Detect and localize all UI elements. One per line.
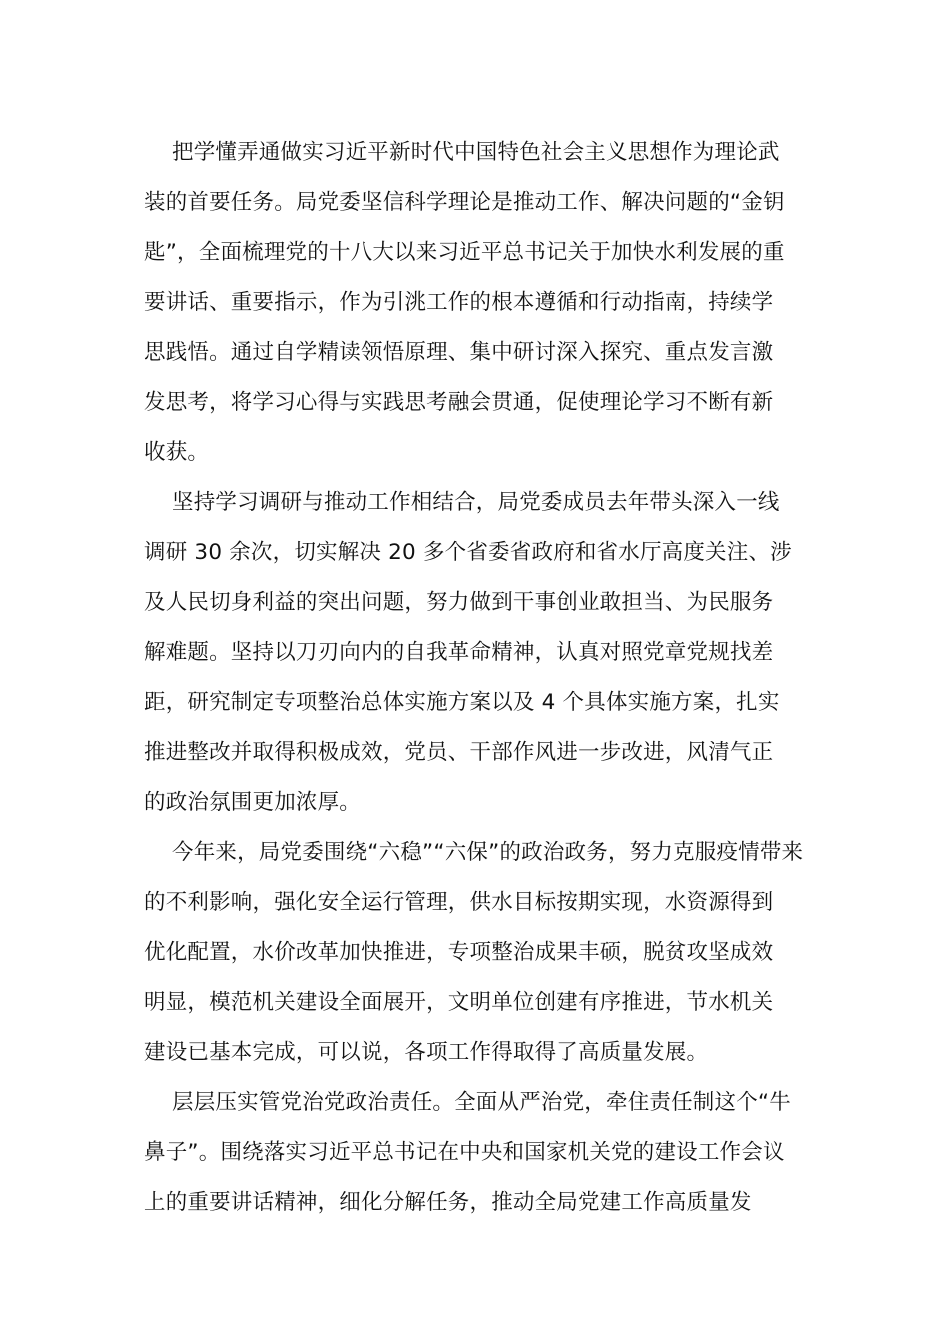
document-body — [144, 128, 808, 1228]
text-line: 推进整改并取得积极成效，党员、干部作风进一步改进，风清气正 — [144, 740, 774, 765]
text-line: 明显，模范机关建设全面展开，文明单位创建有序推进，节水机关 — [144, 990, 774, 1015]
text-line: 要讲话、重要指示，作为引洮工作的根本遵循和行动指南，持续学 — [144, 290, 774, 315]
text-line: 建设已基本完成，可以说，各项工作得取得了高质量发展。 — [144, 1040, 709, 1065]
text-line: 坚持学习调研与推动工作相结合，局党委成员去年带头深入一线 — [172, 490, 780, 515]
paragraph-1 — [144, 128, 808, 478]
text-line: 今年来，局党委围绕“六稳”“六保”的政治政务，努力克服疫情带来 — [172, 840, 804, 865]
text-line: 发思考，将学习心得与实践思考融会贯通，促使理论学习不断有新 — [144, 390, 774, 415]
text-line: 收获。 — [144, 440, 210, 465]
text-line: 及人民切身利益的突出问题，努力做到干事创业敢担当、为民服务 — [144, 590, 774, 615]
paragraph-4 — [144, 1078, 808, 1228]
text-line: 层层压实管党治党政治责任。全面从严治党，牵住责任制这个“牛 — [172, 1090, 791, 1115]
paragraph-3 — [144, 828, 808, 1078]
text-line: 上的重要讲话精神，细化分解任务，推动全局党建工作高质量发 — [144, 1190, 752, 1215]
text-line: 匙”，全面梳理党的十八大以来习近平总书记关于加快水利发展的重 — [144, 240, 785, 265]
text-line: 鼻子”。围绕落实习近平总书记在中央和国家机关党的建设工作会议 — [144, 1140, 785, 1165]
text-line: 装的首要任务。局党委坚信科学理论是推动工作、解决问题的“金钥 — [144, 190, 785, 215]
text-line: 优化配置，水价改革加快推进，专项整治成果丰硕，脱贫攻坚成效 — [144, 940, 774, 965]
text-line: 调研 30 余次，切实解决 20 多个省委省政府和省水厅高度关注、涉 — [144, 540, 792, 565]
text-line: 解难题。坚持以刀刃向内的自我革命精神，认真对照党章党规找差 — [144, 640, 774, 665]
text-line: 思践悟。通过自学精读领悟原理、集中研讨深入探究、重点发言激 — [144, 340, 774, 365]
text-line: 把学懂弄通做实习近平新时代中国特色社会主义思想作为理论武 — [172, 140, 780, 165]
text-line: 的不利影响，强化安全运行管理，供水目标按期实现，水资源得到 — [144, 890, 774, 915]
text-line: 距，研究制定专项整治总体实施方案以及 4 个具体实施方案，扎实 — [144, 690, 780, 715]
paragraph-2 — [144, 478, 808, 828]
text-line: 的政治氛围更加浓厚。 — [144, 790, 362, 815]
